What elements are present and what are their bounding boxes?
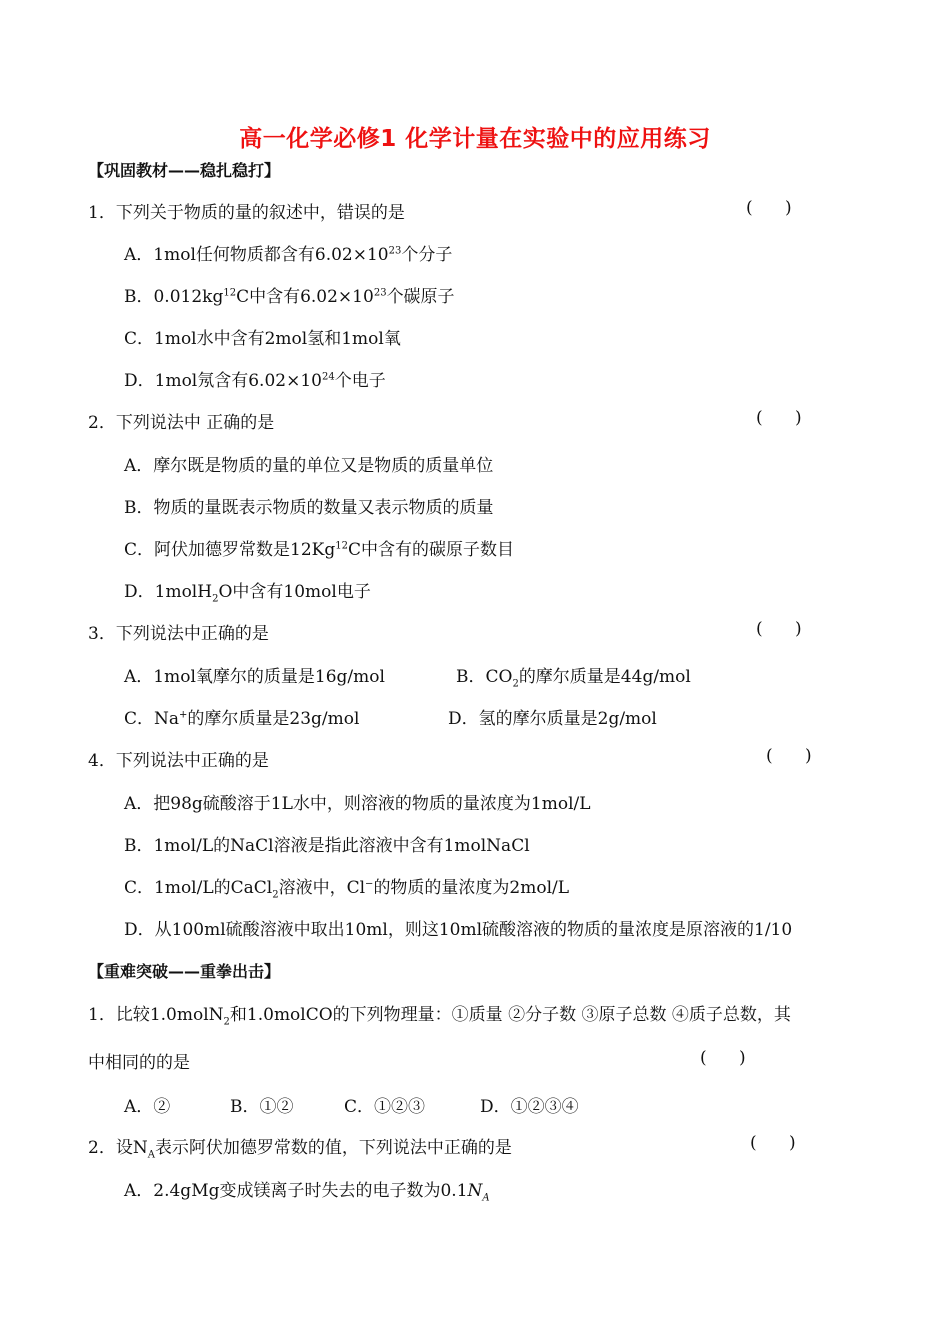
question-2-option-c: C．阿伏加德罗常数是12Kg$^{12}$C中含有的碳原子数目 [124,540,514,560]
breakthrough-question-2-option-a: A．2.4gMg变成镁离子时失去的电子数为$0.1N_A$ [124,1181,490,1204]
breakthrough-question-1-option-d: D．①②③④ [480,1097,579,1117]
question-4-stem: 4．下列说法中正确的是 [88,751,269,771]
breakthrough-question-2-stem: 2．设$N_A$表示阿伏加德罗常数的值，下列说法中正确的是 [88,1138,512,1161]
question-1-stem: 1．下列关于物质的量的叙述中，错误的是 [88,203,405,223]
breakthrough-question-1-stem-line2: 中相同的的是 [88,1053,190,1073]
question-2-stem: 2．下列说法中 正确的是 [88,413,275,433]
question-3-option-b: B．$CO_2$的摩尔质量是44g/mol [456,667,691,690]
question-3-option-d: D．氢的摩尔质量是2g/mol [448,709,657,729]
question-3-option-c: C．Na+的摩尔质量是23g/mol [124,709,360,729]
answer-blank: ( ) [766,746,812,766]
breakthrough-question-1-option-a: A．② [124,1097,171,1117]
answer-blank: ( ) [756,619,802,639]
question-1-option-b: B．$0.012kg^{12}C$中含有$6.02\times 10^{23}$个碳原子 [124,287,455,307]
section-heading-consolidate: 【巩固教材——稳扎稳打】 [88,161,281,180]
answer-blank: ( ) [750,1133,796,1153]
question-4-option-c: C．1mol/L的CaCl$_2$溶液中，Cl−的物质的量浓度为2mol/L [124,878,570,901]
question-2-option-a: A．摩尔既是物质的量的单位又是物质的质量单位 [124,456,494,476]
answer-blank: ( ) [700,1048,746,1068]
breakthrough-question-1-option-c: C．①②③ [344,1097,426,1117]
breakthrough-question-1-option-b: B．①② [230,1097,294,1117]
page-title: 高一化学必修1 化学计量在实验中的应用练习 [239,126,711,152]
question-4-option-d: D．从100ml硫酸溶液中取出10ml，则这10ml硫酸溶液的物质的量浓度是原溶液的1/10 [124,920,793,940]
section-heading-breakthrough: 【重难突破——重拳出击】 [88,962,281,981]
question-1-option-a: A．1mol任何物质都含有$6.02\times 10^{23}$个分子 [124,245,453,265]
question-3-option-a: A．1mol氧摩尔的质量是16g/mol [124,667,385,687]
answer-blank: ( ) [756,408,802,428]
answer-blank: ( ) [746,198,792,218]
question-1-option-c: C．1mol水中含有2mol氢和1mol氧 [124,329,401,349]
question-2-option-d: D．1molH$_2$O中含有10mol电子 [124,582,371,605]
question-4-option-a: A．把98g硫酸溶于1L水中，则溶液的物质的量浓度为1mol/L [124,794,591,814]
question-1-option-d: D．1mol氖含有$6.02\times 10^{24}$个电子 [124,371,386,391]
question-3-stem: 3．下列说法中正确的是 [88,624,269,644]
question-2-option-b: B．物质的量既表示物质的数量又表示物质的质量 [124,498,494,518]
breakthrough-question-1-stem: 1．比较1.0molN$_2$和1.0molCO的下列物理量：①质量 ②分子数 ③原子总数 ④质子总数，其 [88,1005,791,1028]
question-4-option-b: B．1mol/L的NaCl溶液是指此溶液中含有1molNaCl [124,836,530,856]
